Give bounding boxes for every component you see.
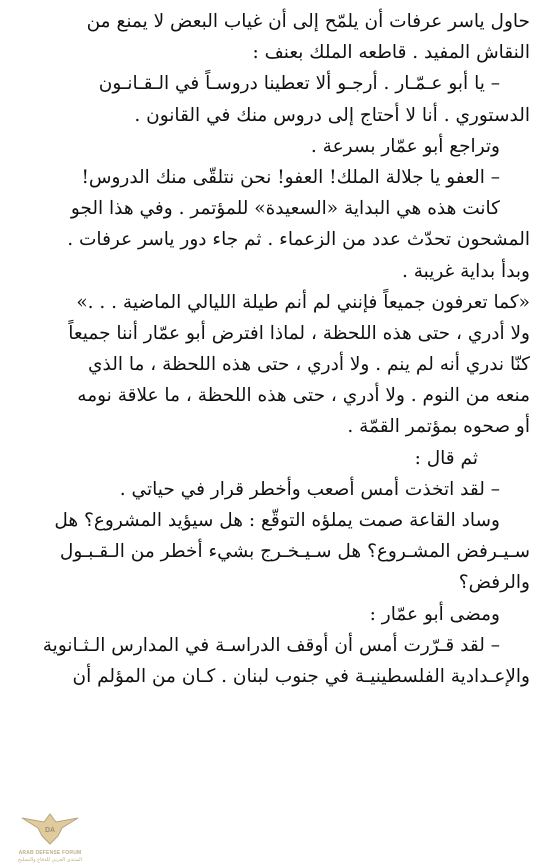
watermark-subtitle: المنتدى العربي للدفاع والتسليح: [17, 857, 83, 863]
text-line: سـيـرفض المشـروع؟ هل سـيـخـرج بشيء أخطر من الـقـبـول: [59, 541, 530, 563]
text-line: – لقد اتخذت أمس أصعب وأخطر قرار في حياتي .: [119, 478, 500, 500]
text-line: – لقد قـرّرت أمس أن أوقف الدراسـة في المدارس الـثـانوية: [42, 634, 500, 656]
text-line: والإعـدادية الفلسطينيـة في جنوب لبنان . كـان من المؤلم أن: [72, 665, 530, 687]
text-line: وساد القاعة صمت يملؤه التوقّع : هل سيؤيد المشروع؟ هل: [54, 510, 500, 531]
svg-text:DA: DA: [44, 827, 56, 834]
text-line: المشحون تحدّث عدد من الزعماء . ثم جاء دور ياسر عرفات .: [67, 229, 530, 251]
text-line: ولا أدري ، حتى هذه اللحظة ، لماذا افترض أبو عمّار أننا جميعاً: [68, 322, 530, 344]
text-line: وبدأ بداية غريبة .: [401, 260, 530, 282]
text-line: ومضى أبو عمّار :: [369, 603, 500, 625]
text-line: كانت هذه هي البداية «السعيدة» للمؤتمر . وفي هذا الجو: [70, 198, 500, 220]
text-line: ثم قال :: [414, 447, 478, 469]
text-line: «كما تعرفون جميعاً فإنني لم أنم طيلة الليالي الماضية . . .»: [76, 291, 530, 313]
document-page: [18, 6, 530, 692]
text-line: حاول ياسر عرفات أن يلمّح إلى أن غياب البعض لا يمنع من: [86, 11, 530, 32]
text-line: والرفض؟: [458, 572, 530, 594]
text-line: وتراجع أبو عمّار بسرعة .: [310, 135, 500, 157]
text-line: – العفو يا جلالة الملك! العفو! نحن نتلقّى منك الدروس!: [81, 166, 500, 188]
forum-watermark-logo: [2, 808, 98, 866]
watermark-title: ARAB DEFENSE FORUM: [18, 850, 82, 856]
text-line: – يا أبو عـمّـار . أرجـو ألا تعطينا دروسـاً في الـقـانـون: [98, 73, 500, 95]
text-line: النقاش المفيد . قاطعه الملك بعنف :: [252, 42, 530, 64]
text-line: كنّا ندري أنه لم ينم . ولا أدري ، حتى هذه اللحظة ، ما الذي: [88, 354, 530, 376]
text-line: منعه من النوم . ولا أدري ، حتى هذه اللحظة ، ما علاقة نومه: [77, 385, 530, 407]
eagle-emblem-icon: [20, 808, 80, 848]
text-line: الدستوري . أنا لا أحتاج إلى دروس منك في القانون .: [134, 104, 530, 126]
text-line: أو صحوه بمؤتمر القمّة .: [347, 416, 530, 438]
